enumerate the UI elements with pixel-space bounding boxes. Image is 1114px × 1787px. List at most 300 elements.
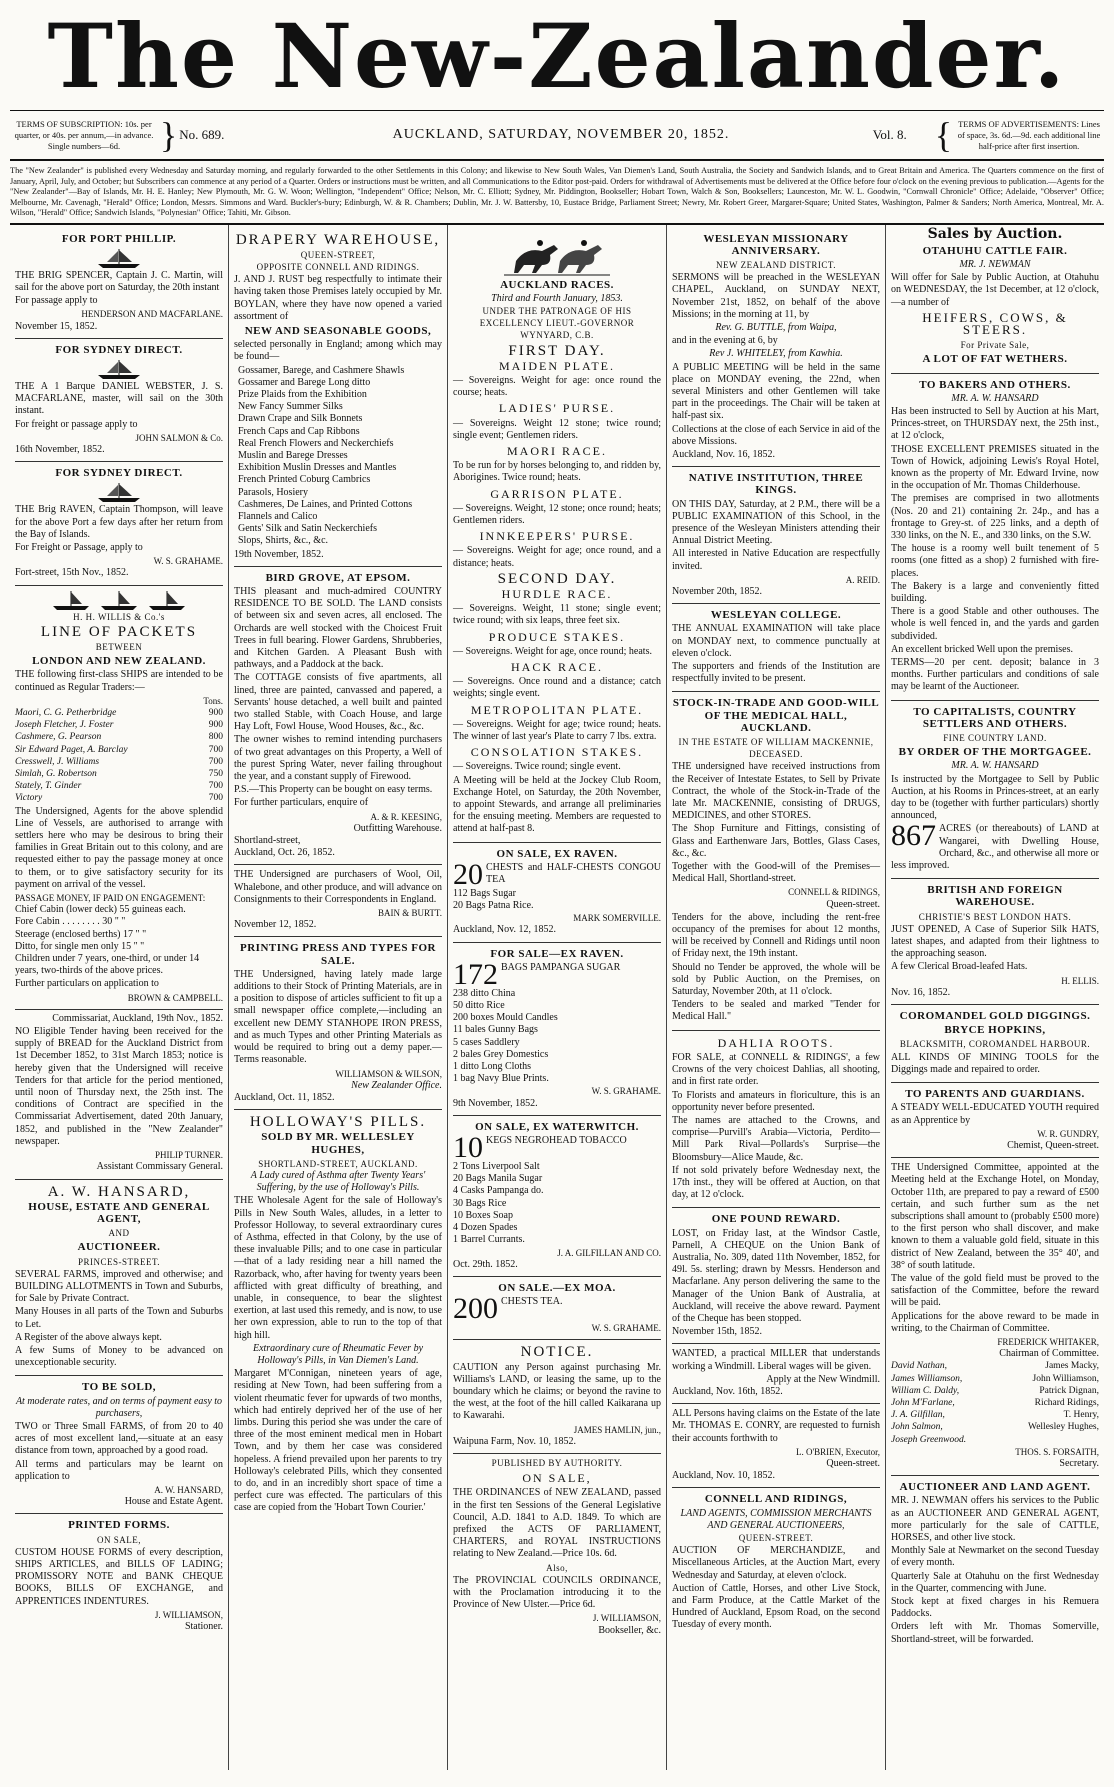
company-name: H. H. WILLIS & Co.'s: [73, 611, 165, 622]
advert-subheading: At moderate rates, and on terms of payment easy to purchasers,: [15, 1395, 223, 1419]
brace-glyph: {: [934, 115, 952, 155]
advert-body: Monthly Sale at Newmarket on the second Tuesday of every month.: [891, 1545, 1099, 1569]
advert-body: MR. J. NEWMAN offers his services to the Public as an AUCTIONEER AND GENERAL AGENT, more particularly for the sale of CATTLE, HORSES, and other live stock.: [891, 1495, 1099, 1543]
advert-body: Tenders to be sealed and marked "Tender for Medical Hall.": [672, 999, 880, 1023]
advert-body: The Shop Furniture and Fittings, consisting of Glass and Earthenware Jars, Bottles, Glass Cases, &c., &c.: [672, 823, 880, 859]
advert-heading: OTAHUHU CATTLE FAIR.: [922, 244, 1068, 257]
advert-body: The names are attached to the Crowns, and comprise—Purvill's Arabia—Victoria, Perdito—Mill Park Rival—Pollards's Surprise—the Bloomsbury—Alice Maude, &c.: [672, 1114, 880, 1163]
ship-row: Cashmere, G. Pearson 800: [15, 732, 223, 743]
advert-signature: W. S. GRAHAME.: [591, 1086, 661, 1097]
list-item: Gossamer and Barege Long ditto: [238, 376, 371, 388]
advert-to-bakers: [891, 374, 1099, 701]
advert-body: CAUTION any Person against purchasing Mr. Williams's LAND, or leasing the same, up to the boundary which he claims; or beyond the ravine to the west, at the foot of the hill called Kaikarana up to Kawarahi.: [453, 1361, 661, 1422]
advert-ex-raven-sugar: [453, 943, 661, 1116]
advert-body: ALL Persons having claims on the Estate of the late Mr. THOMAS E. CONRY, are requested to furnish their accounts forthwith to: [672, 1408, 880, 1444]
list-item: Exhibition Muslin Dresses and Mantles: [238, 462, 397, 474]
advert-body: An excellent bricked Well upon the premises.: [891, 643, 1074, 655]
race-terms: — Sovereigns. Weight for age; twice round; heats. The winner of last year's Plate to carry 7 lbs. extra.: [453, 718, 661, 742]
advert-body: WANTED, a practical MILLER that understands working a Windmill. Liberal wages will be given.: [672, 1348, 880, 1372]
list-item: French Printed Coburg Cambrics: [238, 474, 371, 486]
advert-heading: ONE POUND REWARD.: [711, 1213, 841, 1226]
advert-date: November 12, 1852.: [234, 919, 317, 931]
advert-body: THE Undersigned Committee, appointed at the Meeting held at the Exchange Hotel, on Monday, October 11th, are prepared to pay a reward of £500 certain, and such further sum as the net subscriptions shall amount to (probably £500 more) to the first person who shall discover, and make known to them a valuable gold field, situate in this district of New Zealand, between the 35° 40', and 38° of south latitude.: [891, 1162, 1099, 1271]
advert-holloways-pills: [234, 1110, 442, 1521]
advert-subheading: LAND AGENTS, COMMISSION MERCHANTS AND GENERAL AUCTIONEERS,: [680, 1507, 872, 1531]
advert-trade: AUCTIONEER.: [77, 1241, 161, 1254]
list-item: New Fancy Summer Silks: [238, 401, 343, 413]
advert-date: November 20th, 1852.: [672, 585, 762, 597]
ship-icon: [15, 589, 223, 611]
committee-row: William C. Daldy, Patrick Dignan,: [891, 1385, 1099, 1396]
advert-signature: L. O'BRIEN, Executor,: [796, 1446, 880, 1457]
race-name: PRODUCE STAKES.: [488, 629, 626, 644]
race-terms: — Sovereigns. Weight 12 stone; twice round; single event; Gentlemen riders.: [453, 417, 661, 441]
advert-body: The premises are comprised in two allotments (Nos. 20 and 21) containing 2r. 24p., and has a frontage to Grey-st. of 225 links, and a depth of 330 links, on the N. E., and 330 links, on the S.W.: [891, 493, 1099, 541]
committee-row: David Nathan, James Macky,: [891, 1361, 1099, 1372]
list-item: 2 Tons Liverpool Salt: [453, 1161, 540, 1173]
advert-subheading: CHRISTIE'S BEST LONDON HATS.: [918, 911, 1072, 922]
committee-row: Joseph Greenwood.: [891, 1434, 967, 1445]
quantity-number: 200: [453, 1292, 498, 1326]
advert-apply: For Freight or Passage, apply to: [15, 541, 143, 553]
and-label: AND: [108, 1228, 130, 1239]
list-item: 238 ditto China: [453, 987, 516, 999]
advert-bird-grove: [234, 567, 442, 866]
race-name: HURDLE RACE.: [501, 586, 613, 601]
advert-sydney-2: [15, 462, 223, 585]
advert-body: AUCTION OF MERCHANDIZE, and Miscellaneous Articles, at the Auction Mart, every Wednesday and Saturday, at eleven o'clock.: [672, 1545, 880, 1581]
advert-date: November 15th, 1852.: [672, 1326, 762, 1338]
advert-body: Collections at the close of each Service in aid of the above Missions.: [672, 423, 880, 447]
advert-signature: J. WILLIAMSON,: [592, 1613, 661, 1624]
list-item: 10 Boxes Soap: [453, 1209, 513, 1221]
advert-printed-forms: [15, 1514, 223, 1638]
advert-further: Further particulars on application to: [15, 978, 159, 990]
race-dates: Third and Fourth January, 1853.: [491, 292, 623, 304]
advert-heading: BIRD GROVE, AT EPSOM.: [265, 571, 411, 584]
advert-coromandel: [891, 1005, 1099, 1083]
advert-body: There is a good Stable and other outhouses. The whole is well fenced in, and the yards and garden subdivided.: [891, 606, 1099, 642]
advert-signature: JOHN SALMON & Co.: [135, 432, 223, 443]
advert-heading: CONNELL AND RIDINGS,: [704, 1493, 848, 1506]
issue-number: No. 689.: [179, 127, 225, 142]
advert-body: A STEADY WELL-EDUCATED YOUTH required as an Apprentice by: [891, 1102, 1099, 1126]
advert-body: Should no Tender be approved, the whole will be sold by Public Auction, on the Premises, on Saturday, November 20th, at 11 o'clock.: [672, 961, 880, 998]
committee-row: John M'Farlane, Richard Ridings,: [891, 1397, 1099, 1408]
advert-hansard-agent: [15, 1180, 223, 1377]
advert-title: Bookseller, &c.: [598, 1624, 661, 1636]
ship-icon: [15, 247, 223, 269]
ship-list: [15, 707, 223, 805]
advert-body: Tenders for the above, including the rent-free occupancy of the premises for about 12 months, will be received by Connell and Ridings until noon of Friday next, the 19th instant.: [672, 911, 880, 960]
advert-heading: ON SALE, EX WATERWITCH.: [475, 1120, 639, 1133]
column-4: [667, 225, 886, 1770]
advert-heading: NOTICE.: [520, 1344, 594, 1361]
advert-body: THE following first-class SHIPS are intended to be continued as Regular Traders:—: [15, 669, 223, 693]
committee-row: J. A. Gilfillan, T. Henry,: [891, 1410, 1099, 1421]
advert-title: Queen-street.: [826, 898, 880, 910]
quantity-number: 20: [453, 857, 483, 891]
advert-heading: NATIVE INSTITUTION, THREE KINGS.: [688, 472, 864, 497]
advert-heading: TO PARENTS AND GUARDIANS.: [905, 1088, 1085, 1101]
advert-native-institution: [672, 467, 880, 604]
list-item: 200 boxes Mould Candles: [453, 1012, 558, 1024]
advert-heading: PRINTING PRESS AND TYPES FOR SALE.: [240, 942, 436, 967]
race-terms: — Sovereigns. Weight for age, once round; heats.: [453, 645, 652, 657]
columns-container: [10, 225, 1104, 1770]
advert-body: Orders left with Mr. Thomas Somerville, Shortland-street, will be forwarded.: [891, 1621, 1099, 1645]
advert-heading: HOLLOWAY'S PILLS.: [249, 1114, 427, 1131]
column-5: [886, 225, 1104, 1770]
passage-money-label: PASSAGE MONEY, IF PAID ON ENGAGEMENT:: [15, 893, 206, 904]
advert-date: Oct. 29th. 1852.: [453, 1258, 518, 1270]
advert-body: A few Sums of Money to be advanced on unexceptionable security.: [15, 1344, 223, 1369]
private-sale-label: For Private Sale,: [960, 340, 1030, 351]
list-item: 1 bag Navy Blue Prints.: [453, 1073, 549, 1085]
advert-body: Many Houses in all parts of the Town and Suburbs to Let.: [15, 1306, 223, 1330]
advert-lot: A LOT OF FAT WETHERS.: [922, 353, 1068, 366]
advert-body: The Undersigned, Agents for the above splendid Line of Vessels, are authorised to arrange with settlers here who may be desirous to bring their families in Great Britain out to this colony, and are requested either to pay the passage money at once to them, or to give satisfactory security for its payment on arrival of the vessel.: [15, 805, 223, 890]
advert-date: Auckland, Nov. 16th, 1852.: [672, 1385, 783, 1397]
advert-ex-raven-tea: [453, 843, 661, 943]
advert-body: Quarterly Sale at Otahuhu on the first Wednesday in the Quarter, commencing with June.: [891, 1570, 1099, 1594]
advert-body: THOSE EXCELLENT PREMISES situated in the Town of Howick, adjoining Lewis's Royal Hotel, known as the property of Mr. Edward Irvine, now in the occupation of Mr. Thomas Childerhouse.: [891, 443, 1099, 492]
advert-signature: W. R. GUNDRY,: [1037, 1128, 1099, 1139]
advert-body: CHESTS and HALF-CHESTS CONGOU TEA: [486, 861, 661, 886]
between-label: BETWEEN: [95, 641, 143, 652]
advert-body: P.S.—This Property can be bought on easy terms.: [234, 784, 433, 796]
list-item: Prize Plaids from the Exhibition: [238, 388, 367, 400]
advert-british-foreign: [891, 879, 1099, 1005]
advert-heading: FOR SYDNEY DIRECT.: [55, 343, 183, 356]
advert-dahlia-roots: [672, 1031, 880, 1209]
fare-list: [15, 904, 223, 977]
advert-body: LOST, on Friday last, at the Windsor Castle, Parnell, A CHEQUE on the Union Bank of Australia, No. 309, dated 11th November, 1852, for 49l. 5s. sterling; drawn by Messrs. Henderson and Macfarlane. Any person delivering the same to the Manager of the Union Bank of Australia, at Auckland, will receive the above reward. Payment of the Cheque has been stopped.: [672, 1227, 880, 1324]
advert-heading: A. W. HANSARD,: [47, 1183, 191, 1200]
race-terms: — Sovereigns. Weight for age: once round the course; heats.: [453, 374, 661, 399]
list-item: Real French Flowers and Neckerchiefs: [238, 437, 394, 449]
advert-big-line: HEIFERS, COWS, & STEERS.: [922, 309, 1068, 337]
advert-date: Auckland, Nov. 16, 1852.: [672, 448, 775, 460]
advert-to-be-sold: [15, 1376, 223, 1514]
advert-heading: ON SALE, EX RAVEN.: [496, 847, 618, 860]
list-item: 30 Bags Rice: [453, 1197, 507, 1209]
advert-apply: For freight or passage apply to: [15, 418, 138, 430]
volume-number: Vol. 8.: [872, 127, 907, 142]
advert-body: and in the evening at 6, by: [672, 335, 778, 347]
advert-title: Secretary.: [1059, 1457, 1099, 1469]
committee-row: John Salmon, Wellesley Hughes,: [891, 1422, 1099, 1433]
advert-body: selected personally in England; among which may be found—: [234, 339, 442, 363]
advert-body: SEVERAL FARMS, improved and otherwise; and BUILDING ALLOTMENTS in Town and Suburbs, for Sale by Private Contract.: [15, 1268, 223, 1305]
advert-heading: FOR SYDNEY DIRECT.: [55, 467, 183, 480]
advert-body: Stock kept at fixed charges in his Remuera Paddocks.: [891, 1596, 1099, 1620]
advert-body: All terms and particulars may be learnt on application to: [15, 1458, 223, 1482]
advert-line-of-packets: [15, 586, 223, 1010]
fare-row: Fore Cabin . . . . . . . . 30 " ": [15, 916, 126, 928]
race-name: MAORI RACE.: [506, 443, 607, 458]
auctioneer-name: MR. A. W. HANSARD: [951, 760, 1039, 772]
advert-body: A Meeting will be held at the Jockey Club Room, Exchange Hotel, on Saturday, the 20th November, to appoint Stewards, and arrange all preliminaries for the ensuing meeting. Members are requested to attend at half-past 8.: [453, 774, 661, 835]
advert-date: 19th November, 1852.: [234, 548, 324, 560]
advert-signature: H. ELLIS.: [1061, 975, 1099, 986]
advert-signature: MARK SOMERVILLE.: [573, 913, 661, 924]
ship-row: Victory 700: [15, 793, 223, 804]
advert-signature: HENDERSON AND MACFARLANE.: [81, 309, 223, 320]
advert-body: ACRES (or thereabouts) of LAND at Wangarei, with Dwelling House, Orchard, &c., and otherwise all more or less improved.: [891, 823, 1099, 872]
advert-body: KEGS NEGROHEAD TOBACCO: [486, 1135, 627, 1147]
list-item: Cashmeres, De Laines, and Printed Cottons: [238, 498, 413, 510]
list-item: Parasols, Hosiery: [238, 486, 308, 498]
advert-title: BLACKSMITH, COROMANDEL HARBOUR.: [899, 1039, 1091, 1050]
advert-body: The PROVINCIAL COUNCILS ORDINANCE, with the Proclamation introducing it to the Province of New Ulster.—Price 6d.: [453, 1574, 661, 1611]
advert-body: THE ORDINANCES of NEW ZEALAND, passed in the first ten Sessions of the General Legislative Council, A.D. 1841 to A.D. 1849. To which are prefixed the ACTS OF PARLIAMENT, CHARTERS, and ROYAL INSTRUCTIONS relating to New Zealand.—Price 10s. 6d.: [453, 1487, 661, 1560]
advert-title: Queen-street.: [826, 1457, 880, 1469]
advert-heading: WESLEYAN MISSIONARY ANNIVERSARY.: [703, 232, 849, 257]
advert-one-pound-reward: [672, 1208, 880, 1344]
race-name: GARRISON PLATE.: [490, 486, 624, 501]
advert-signature: W. S. GRAHAME.: [591, 1323, 661, 1334]
advert-bread-tender: [15, 1010, 223, 1180]
advert-printing-press: [234, 937, 442, 1110]
place-date: AUCKLAND, SATURDAY, NOVEMBER 20, 1852.: [392, 127, 730, 142]
advert-bain-burtt: [234, 865, 442, 937]
advert-body: FOR SALE, at CONNELL & RIDINGS', a few Crowns of the very choicest Dahlias, all shooting, and in first rate order.: [672, 1051, 880, 1088]
ship-row: Simlah, G. Robertson 750: [15, 769, 223, 779]
advert-title: New Zealander Office.: [351, 1079, 442, 1091]
advert-signature: JAMES HAMLIN, jun.,: [573, 1424, 661, 1435]
advert-port-phillip: [15, 228, 223, 339]
advert-conry-estate: [672, 1404, 880, 1488]
ship-row: Cresswell, J. Williams 700: [15, 756, 223, 767]
advert-body: If not sold privately before Wednesday next, the 17th inst., they will be offered at Auction, on that day, at 12 o'clock.: [672, 1164, 880, 1201]
masthead-title: The New-Zealander.: [47, 6, 1067, 106]
advert-heading: STOCK-IN-TRADE AND GOOD-WILL OF THE MEDICAL HALL, AUCKLAND.: [672, 697, 880, 734]
advert-date: Auckland, Oct. 11, 1852.: [234, 1091, 335, 1103]
advert-body: THE Wholesale Agent for the sale of Holloway's Pills in New South Wales, alludes, in a letter to Professor Holloway, to several extraordinary cures of Asthma, effected in that Colony, by the use of these invaluable Pills; and to one case in particular—that of a lady residing near a hill named the Razorback, who, after having for twenty years been afflicted with great difficulty of breathing, and unable, in consequence, to bear the slightest exertion, at last used this remedy, and is now, to use her own expression, able to run to the top of that high hill.: [234, 1195, 442, 1341]
advert-sydney-1: [15, 339, 223, 462]
published-label: PUBLISHED BY AUTHORITY.: [491, 1457, 623, 1468]
ship-icon: [15, 481, 223, 503]
list-item: 2 bales Grey Domestics: [453, 1048, 549, 1060]
race-terms: — Sovereigns. Weight, 11 stone; single event; twice round; with six leaps, three feet six.: [453, 603, 661, 627]
horse-race-icon: [453, 231, 661, 277]
advert-date: November 15, 1852.: [15, 320, 98, 332]
advert-heading: TO CAPITALISTS, COUNTRY SETTLERS AND OTHERS.: [913, 705, 1077, 730]
advert-body: The COTTAGE consists of five apartments, all lined, three are painted, canvassed and papered, a Servants' house detached, a well built and painted two stalled Stable, with Coach House, and large Hay Loft, Fowl House, Wood Houses, &c., &c.: [234, 672, 442, 733]
advert-date: Auckland, Nov. 12, 1852.: [453, 924, 556, 936]
advert-body: The house is a roomy well built tenement of 5 rooms (one fitted as a shop) 2 furnished with fire-places.: [891, 543, 1099, 579]
advert-title: Assistant Commissary General.: [96, 1161, 223, 1173]
advert-date: Waipuna Farm, Nov. 10, 1852.: [453, 1435, 576, 1447]
subscription-terms: TERMS OF SUBSCRIPTION: 10s. per quarter, or 40s. per annum,—in advance. Single numbers—6d.: [14, 118, 154, 151]
advert-body: NO Eligible Tender having been received for the supply of BREAD for the Auckland District from 1st December 1852, to 31st March 1853; notice is hereby given that the Undersigned will receive Tenders for that article for the period mentioned, until noon of Thursday next, the 25th inst. The conditions of Contract are specified in the Commissariat Advertisement, dated 20th January, 1852, and published in the "New Zealander" newspaper.: [15, 1026, 223, 1147]
advert-heading: COROMANDEL GOLD DIGGINGS.: [899, 1010, 1091, 1023]
advert-body: TWO or Three Small FARMS, of from 20 to 40 acres of most excellent land,—situate at an easy distance from town, approached by a good road.: [15, 1420, 223, 1457]
quantity-number: 10: [453, 1131, 483, 1165]
advert-street: PRINCES-STREET.: [77, 1256, 161, 1267]
advert-heading: PRINTED FORMS.: [68, 1519, 170, 1532]
advert-apply: For passage apply to: [15, 295, 98, 307]
ship-row: Maori, C. G. Petherbridge 900: [15, 707, 223, 718]
advert-cattle-fair: [891, 240, 1099, 374]
advert-signature: J. A. GILFILLAN AND CO.: [557, 1247, 661, 1258]
advert-order: BY ORDER OF THE MORTGAGEE.: [898, 746, 1092, 759]
race-terms: — Sovereigns. Weight, 12 stone; once round; heats; Gentlemen riders.: [453, 502, 661, 526]
race-name: HACK RACE.: [510, 659, 603, 674]
advert-body: THIS pleasant and much-admired COUNTRY RESIDENCE TO BE SOLD. The LAND consists of between six and seven acres, all enclosed. The Orchards are well stocked with the Choicest Fruit Trees in full bearing. Flower Gardens, Shrubberies, and Kitchen Garden. A Pleasant Bush with pathways, and a Paddock at the back.: [234, 585, 442, 671]
advert-body: Is instructed by the Mortgagee to Sell by Public Auction, at his Rooms in Princes-street, at an early day to be (together with further particulars) shortly announced,: [891, 773, 1099, 822]
advert-ex-waterwitch: [453, 1116, 661, 1277]
advert-ordinances: [453, 1454, 661, 1642]
advert-signature: A. & R. KEESING,: [370, 811, 442, 822]
advert-body: The Bakery is a large and conveniently fitted building.: [891, 580, 1099, 604]
advertising-terms: TERMS OF ADVERTISEMENTS: Lines of space, 3s. 6d.—9d. each additional line half-price after first insertion.: [957, 118, 1101, 151]
advert-date: Auckland, Oct. 26, 1852.: [234, 847, 335, 859]
dateline-bar: [10, 110, 1104, 161]
advert-signature: W. S. GRAHAME.: [153, 556, 223, 567]
advert-heading: TO BE SOLD,: [81, 1381, 157, 1394]
advert-terms: TERMS—20 per cent. deposit; balance in 3 months. Further particulars and conditions of sale may be learnt of the Auctioneer.: [891, 657, 1099, 693]
advert-heading: DRAPERY WAREHOUSE,: [235, 231, 441, 248]
advert-heading: AUCTIONEER AND LAND AGENT.: [899, 1481, 1091, 1494]
advert-body: The owner wishes to remind intending purchasers of two great advantages on this Property, a Well of the purest Spring Water, never failing throughout the year, and a constant supply of Firewood.: [234, 734, 442, 783]
column-3: [448, 225, 667, 1770]
list-item: 50 ditto Rice: [453, 1000, 505, 1012]
advert-subheading: SOLD BY MR. WELLESLEY HUGHES,: [261, 1131, 415, 1156]
advert-signature: FREDERICK WHITAKER,: [997, 1336, 1099, 1347]
advert-body: Margaret M'Connigan, nineteen years of age, residing at New Town, had been suffering from a violent rheumatic fever for upwards of two months, which had entirely deprived her of the use of her limbs. During this period she was under the care of three of the most eminent medical men in Hobart Town, and by them her case was considered hopeless. A friend prevailed upon her parents to try Holloway's celebrated Pills, which they consented to do, and in an incredibly short space of time a perfect cure was effected. The particulars of this case are copied from the 'Hobart Town Courier.': [234, 1368, 442, 1514]
advert-body: CHESTS TEA.: [501, 1296, 563, 1308]
advert-street: QUEEN-STREET,: [300, 249, 376, 260]
list-item: 20 Bags Manila Sugar: [453, 1173, 543, 1185]
fare-row: Children under 7 years, one-third, or under 14 years, two-thirds of the above prices.: [15, 953, 200, 977]
race-name: LADIES' PURSE.: [498, 401, 616, 416]
fare-row: Steerage (enclosed berths) 17 " ": [15, 928, 147, 940]
list-item: Flannels and Calico: [238, 510, 318, 522]
advert-heading: AUCKLAND RACES.: [500, 278, 614, 291]
advert-heading: FOR PORT PHILLIP.: [61, 232, 177, 245]
advert-title: Stationer.: [184, 1621, 223, 1632]
advert-body: ON THIS DAY, Saturday, at 2 P.M., there will be a PUBLIC EXAMINATION of this School, in the presence of the Wesleyan Ministers attending their Annual District Meeting.: [672, 498, 880, 547]
race-terms: To be run for by horses belonging to, and ridden by, Aborigines. Twice round; heats.: [453, 460, 661, 484]
advert-subheading: IN THE ESTATE OF WILLIAM MACKENNIE, DECEASED.: [678, 737, 874, 760]
auctioneer-name: MR. A. W. HANSARD: [951, 392, 1039, 404]
race-name: INNKEEPERS' PURSE.: [479, 529, 635, 544]
advert-body: ALL KINDS OF MINING TOOLS for the Diggings made and repaired to order.: [891, 1051, 1099, 1075]
race-terms: — Sovereigns. Weight for age; once round, and a distance; heats.: [453, 545, 661, 569]
advert-signature: PHILIP TURNER.: [154, 1150, 223, 1161]
advert-date: 16th November, 1852.: [15, 443, 105, 455]
quantity-number: 172: [453, 957, 498, 991]
brace-glyph: }: [160, 115, 178, 155]
list-item: Slops, Shirts, &c., &c.: [238, 535, 329, 547]
advert-heading: FOR SALE—EX RAVEN.: [490, 947, 624, 960]
advert-place: Commissariat, Auckland, 19th Nov., 1852.: [52, 1012, 223, 1024]
advert-wesleyan-college: [672, 604, 880, 692]
list-item: Gossamer, Barege, and Cashmere Shawls: [238, 364, 405, 376]
advert-title: Chemist, Queen-street.: [1007, 1139, 1099, 1151]
advert-ex-moa: [453, 1277, 661, 1340]
advert-signature: J. WILLIAMSON,: [154, 1609, 223, 1620]
ship-row: Joseph Fletcher, J. Foster 900: [15, 720, 223, 731]
advert-trade: HOUSE, ESTATE AND GENERAL AGENT,: [28, 1200, 210, 1225]
list-item: 1 ditto Long Cloths: [453, 1061, 532, 1073]
advert-signature: THOS. S. FORSAITH,: [1015, 1446, 1099, 1457]
advert-drapery-warehouse: [234, 228, 442, 567]
advert-body: J. AND J. RUST beg respectfully to intimate their having taken those Premises lately occupied by Mr. BOYLAN, where they have now opened a varied assortment of: [234, 274, 442, 322]
race-patronage: UNDER THE PATRONAGE OF HIS EXCELLENCY LIEUT.-GOVERNOR WYNYARD, C.B.: [479, 305, 635, 341]
advert-date: 9th November, 1852.: [453, 1097, 538, 1109]
advert-signature: BAIN & BURTT.: [377, 908, 442, 919]
race-day-heading: FIRST DAY.: [508, 342, 606, 359]
advert-body: Will offer for Sale by Public Auction, at Otahuhu on WEDNESDAY, the 1st December, at 12 o'clock,—a number of: [891, 272, 1099, 308]
advert-title: House and Estate Agent.: [124, 1496, 223, 1508]
advert-body: THE undersigned have received instructions from the Receiver of Intestate Estates, to Sell by Private Contract, the whole of the Stock-in-Trade of the late Mr. MACKENNIE, consisting of DRUGS, MEDICINES, and other STORES.: [672, 761, 880, 822]
advert-apply: Apply at the New Windmill.: [766, 1373, 880, 1385]
on-sale-label: ON SALE,: [522, 1471, 592, 1486]
advert-body: SERMONS will be preached in the WESLEYAN CHAPEL, Auckland, on SUNDAY NEXT, November 21st, 1852, on behalf of the above Missions; in the morning at 11, by: [672, 272, 880, 320]
advert-body: THE BRIG SPENCER, Captain J. C. Martin, will sail for the above port on Saturday, the 20th instant: [15, 269, 223, 293]
advert-goods: NEW AND SEASONABLE GOODS,: [244, 324, 432, 337]
advert-body: THE Undersigned are purchasers of Wool, Oil, Whalebone, and other produce, and will advance on Consignments to their Correspondents in England.: [234, 869, 442, 905]
advert-miller-wanted: [672, 1344, 880, 1404]
advert-date: Fort-street, 15th Nov., 1852.: [15, 567, 129, 579]
advert-body: Together with the Good-will of the Premises—Medical Hall, Shortland-street.: [672, 861, 880, 885]
publication-notice: The "New Zealander" is published every Wednesday and Saturday morning, and regularly forwarded to the other Settlements in this Colony; and likewise to New South Wales, Van Diemen's Land, South Australia, the Society and Sandwich Islands, and to Great Britain and America. The Quarters commence on the first of January, April, July, and October; but Subscribers can commence at any period of a Quarter. Orders or instructions must be written, and all Communications to the Editor post-paid. Orders for withdrawal of Advertisements must be delivered at the Office before four o'clock on the evening previous to publication.—Agents for the "New Zealander"—Bay of Islands, Mr. H. E. Hanley; New Plymouth, Mr. G. W. Woon; Wellington, "Independent" Office; Nelson, Mr. C. Elliott; Sydney, Mr. Piddington, Bookseller; Hobart Town, Walch & Son, Booksellers; Launceston, Mr. W. L. Goodwin, "Cornwall Chronicle" Office; Adelaide, "Observer" Office; Melbourne, Mr. Cavenagh, "Herald" Office; London, Messrs. Simmons and Ward. Buckler's-bury; Edinburgh, W. & R. Chambers; Dublin, Mr. J. W. Battersby, 10, Eustace Bridge, Parliament Street; Newry, Mr. Robert Greer, Margaret-Square; United States, Washington, Palmer & Sanders; North America, Montreal, Mr. A. Wilson, "Herald" Office; Sandwich Islands, "Polynesian" Office; Tahiti, Mr. Gibson.: [10, 161, 1104, 225]
race-terms: — Sovereigns. Twice round; single event.: [453, 761, 621, 773]
advert-opposite: OPPOSITE CONNELL AND RIDINGS.: [256, 261, 420, 272]
advert-heading: ON SALE.—EX MOA.: [498, 1281, 616, 1294]
list-item: Gents' Silk and Satin Neckerchiefs: [238, 523, 377, 535]
advert-signature: A. W. HANSARD,: [154, 1484, 223, 1495]
advert-street: SHORTLAND-STREET, AUCKLAND.: [258, 1158, 418, 1169]
race-name: METROPOLITAN PLATE.: [470, 702, 644, 717]
on-sale-label: ON SALE,: [97, 1534, 141, 1545]
list-item: 4 Casks Pampanga do.: [453, 1185, 544, 1197]
advert-title: Chairman of Committee.: [999, 1348, 1099, 1360]
fare-row: Ditto, for single men only 15 " ": [15, 940, 145, 952]
list-item: 11 bales Gunny Bags: [453, 1024, 538, 1036]
advert-signature: A. REID.: [845, 574, 880, 585]
advert-body: For further particulars, enquire of: [234, 797, 369, 809]
advert-body: Auction of Cattle, Horses, and other Live Stock, and Farm Produce, at the Cattle Market of the Hundred of Auckland, Epsom Road, on the second Tuesday of every month.: [672, 1582, 880, 1631]
advert-body: A Register of the above always kept.: [15, 1331, 162, 1343]
advert-italic: A Lady cured of Asthma after Twenty Years' Suffering, by the use of Holloway's Pills.: [250, 1169, 426, 1194]
advert-signature: WILLIAMSON & WILSON,: [335, 1068, 442, 1079]
ship-icon: [15, 358, 223, 380]
advert-body: All interested in Native Education are respectfully invited.: [672, 548, 880, 572]
route-label: LONDON AND NEW ZEALAND.: [32, 655, 206, 668]
advert-gold-reward: [891, 1158, 1099, 1476]
list-item: 4 Dozen Spades: [453, 1222, 518, 1234]
advert-date: Nov. 16, 1852.: [891, 986, 951, 998]
advert-body: The value of the gold field must be proved to the satisfaction of the Committee, before the reward will be paid.: [891, 1272, 1099, 1309]
ship-row: Stately, T. Ginder 700: [15, 781, 223, 792]
advert-wesleyan-missionary: [672, 228, 880, 468]
list-item: 5 cases Saddlery: [453, 1036, 520, 1048]
advert-street: QUEEN-STREET.: [738, 1533, 814, 1543]
list-item: Drawn Crape and Silk Bonnets: [238, 413, 363, 425]
column-2: [229, 225, 448, 1770]
fare-row: Chief Cabin (lower deck) 55 guineas each.: [15, 904, 186, 916]
advert-body: To Florists and amateurs in floriculture, this is an opportunity never before presented.: [672, 1089, 880, 1113]
ship-row: Sir Edward Paget, A. Barclay 700: [15, 744, 223, 755]
advert-auctioneer-land-agent: [891, 1476, 1099, 1652]
advert-medical-hall: [672, 692, 880, 1030]
advert-to-capitalists: [891, 701, 1099, 880]
advert-body: The supporters and friends of the Institution are respectfully invited to be present.: [672, 661, 880, 685]
